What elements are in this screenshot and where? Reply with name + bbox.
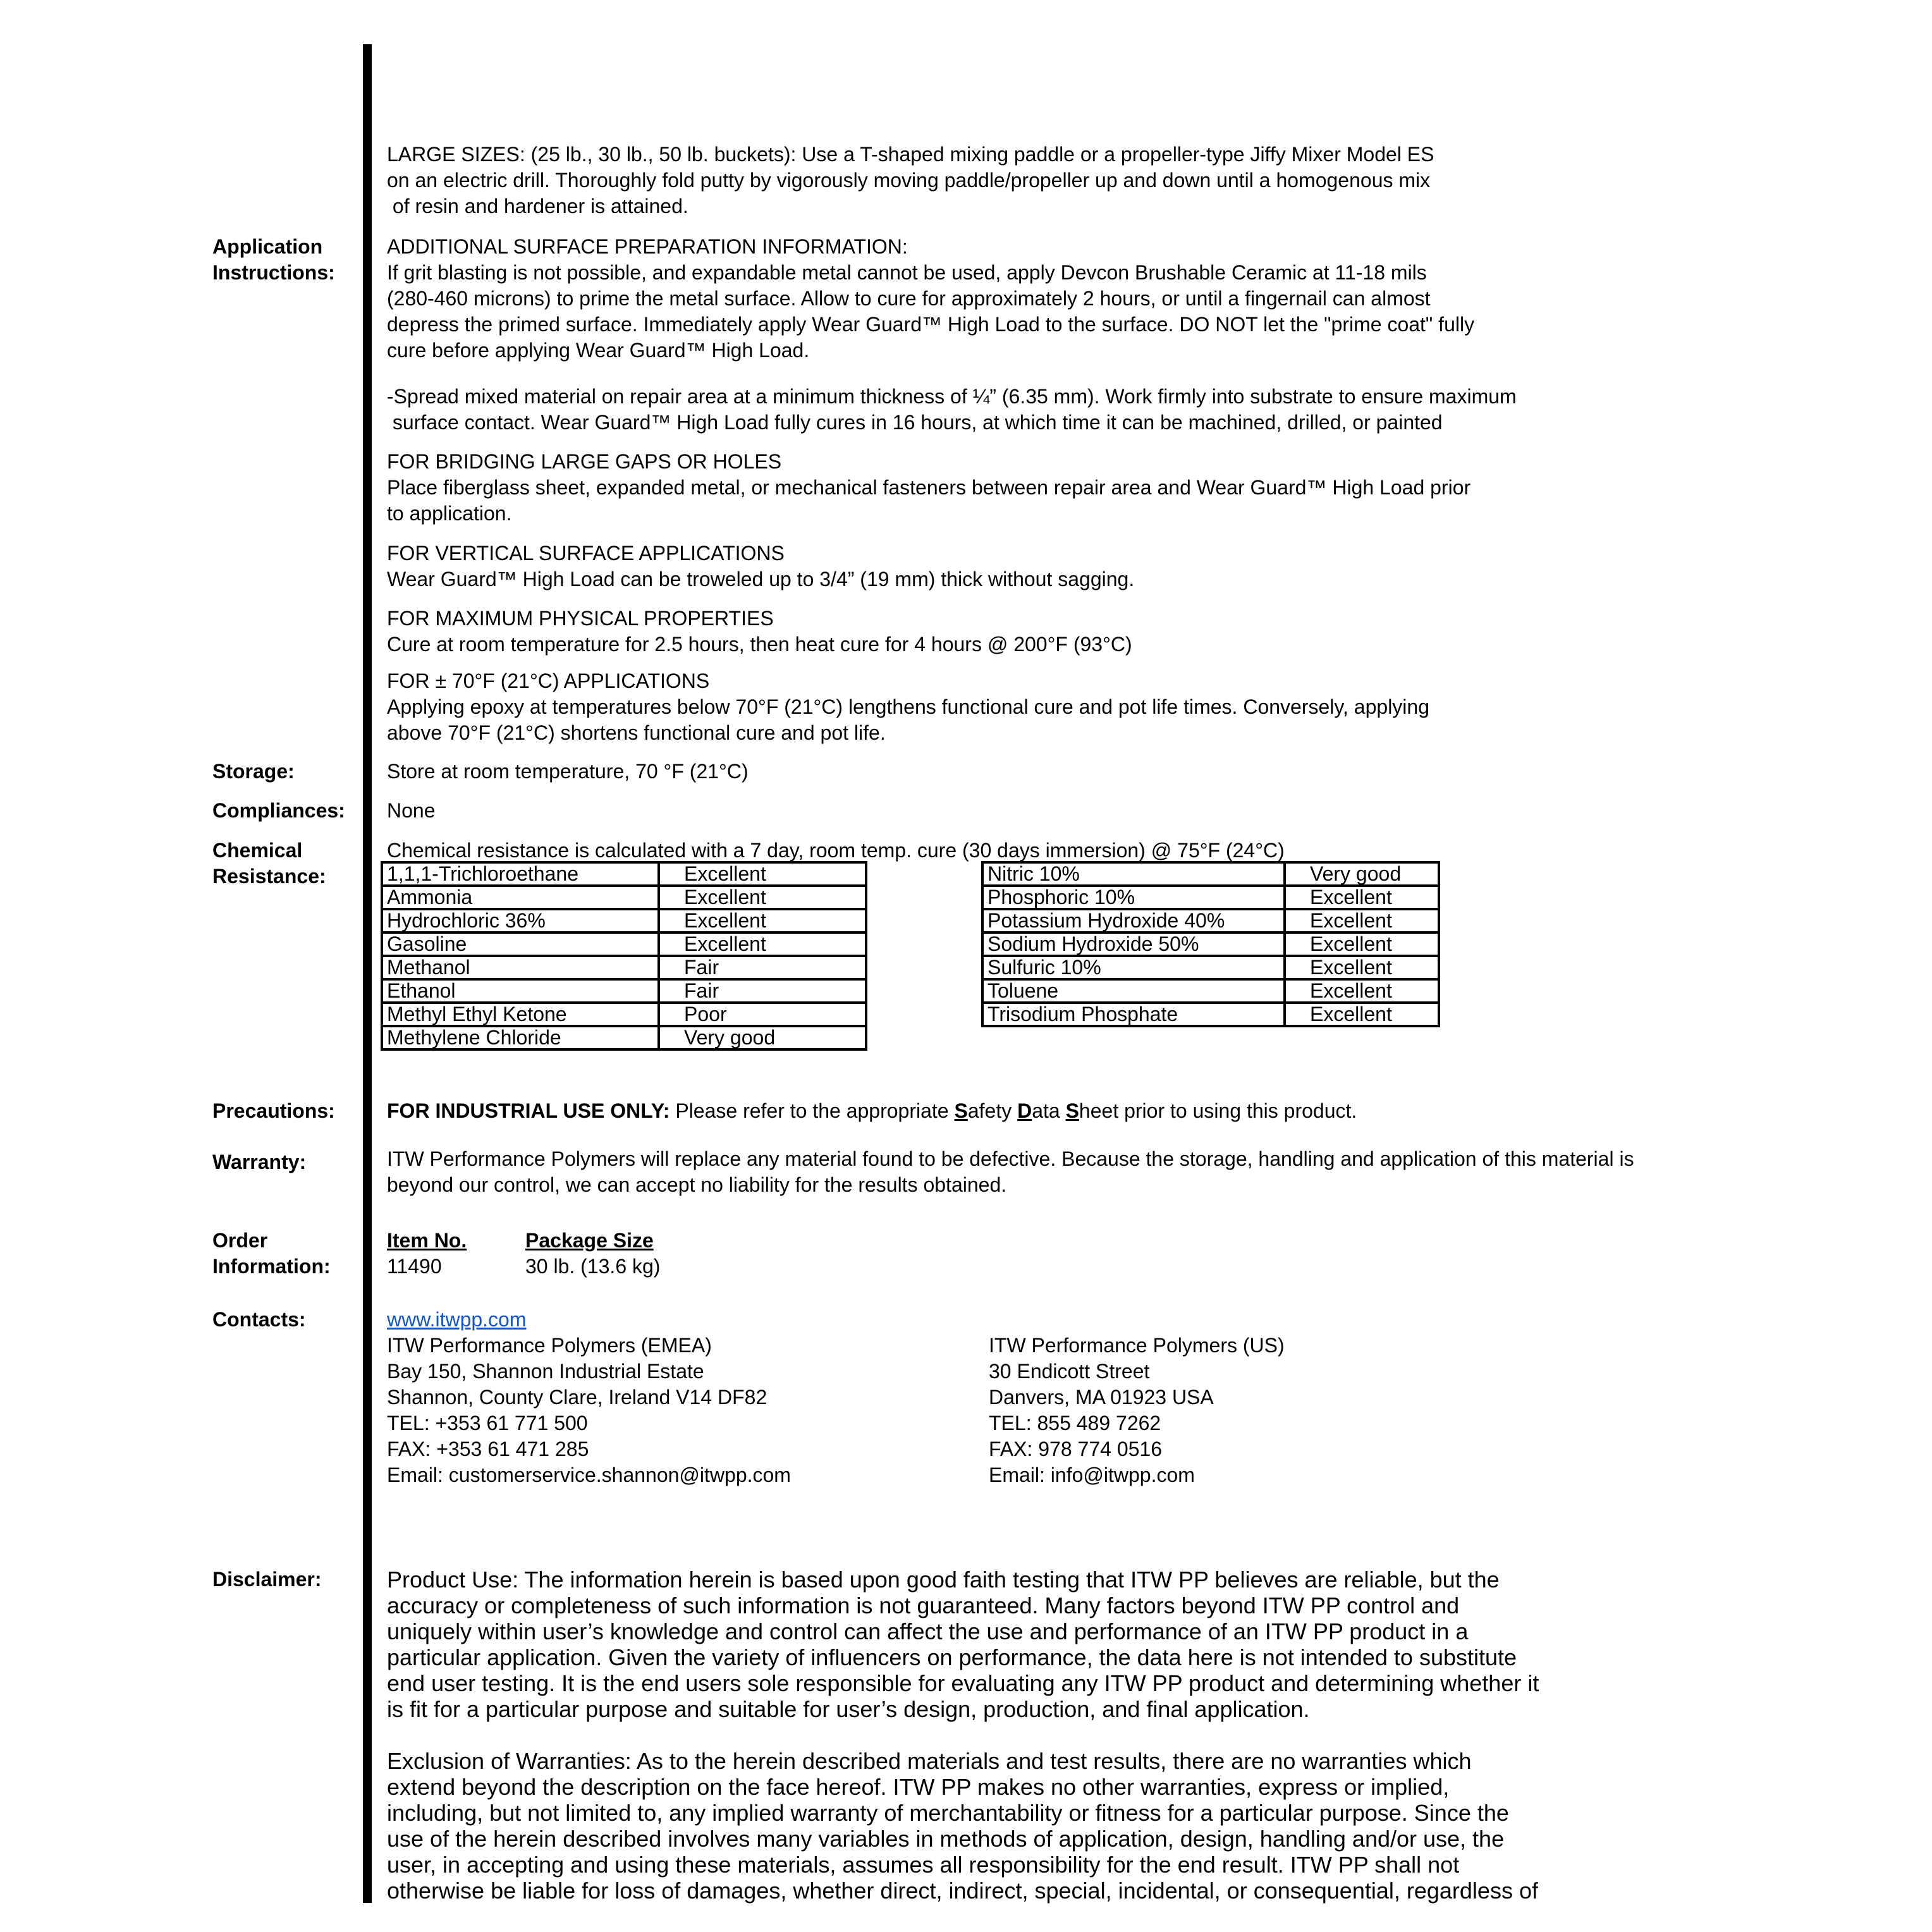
chemical-name-cell: Potassium Hydroxide 40% [982,909,1285,932]
chemical-name-cell: Methyl Ethyl Ketone [382,1003,659,1026]
chemical-row [382,979,866,1003]
text-line: Exclusion of Warranties: As to the herein described materials and test results, there are no warranties which [387,1748,1472,1774]
website-link[interactable]: www.itwpp.com [387,1308,527,1331]
large-sizes-block [387,142,1434,219]
text-span: D [1017,1099,1032,1122]
contacts-emea [387,1307,791,1488]
text-span: Please refer to the appropriate [669,1099,955,1122]
chemical-name-cell: Phosphoric 10% [982,886,1285,909]
chemical-intro: Chemical resistance is calculated with a 7 day, room temp. cure (30 days immersion) @ 75°F (24°C) [387,839,1285,862]
text-span: afety [967,1099,1018,1122]
text-line: user, in accepting and using these materials, assumes all responsibility for the end result. ITW PP shall not [387,1852,1460,1878]
chemical-name-cell: Trisodium Phosphate [982,1003,1285,1026]
storage-label: Storage: [212,760,295,783]
chemical-row [982,979,1439,1003]
chemical-name-cell: Hydrochloric 36% [382,909,659,932]
text-line: Cure at room temperature for 2.5 hours, then heat cure for 4 hours @ 200°F (93°C) [387,633,1132,656]
chemical-name-cell: Methylene Chloride [382,1026,659,1049]
item-no-header: Item No. [387,1229,467,1252]
disclaimer-label: Disclaimer: [212,1568,322,1591]
text-span: heet prior to using this product. [1079,1099,1357,1122]
storage-value: Store at room temperature, 70 °F (21°C) [387,760,749,783]
contacts-label: Contacts: [212,1308,306,1331]
chemical-row [382,862,866,886]
chemical-row [382,932,866,956]
order-information-label [212,1228,331,1280]
text-line: Email: info@itwpp.com [989,1464,1195,1486]
text-span: ata [1032,1099,1066,1122]
text-line: particular application. Given the variety of influencers on performance, the data here is not intended to substitute [387,1644,1517,1670]
text-line: use of the herein described involves many variables in methods of application, design, handling and/or use, the [387,1826,1505,1852]
text-line: to application. [387,502,512,525]
resistance-rating-cell: Excellent [1285,1003,1439,1026]
text-line: ITW Performance Polymers (EMEA) [387,1334,712,1357]
chemical-name-cell: Toluene [982,979,1285,1003]
package-size-column [525,1228,660,1280]
resistance-rating-cell: Fair [659,956,866,979]
chemical-row [382,1026,866,1049]
label-line: Information: [212,1255,331,1278]
text-line: accuracy or completeness of such information is not guaranteed. Many factors beyond ITW PP control and [387,1593,1460,1618]
text-line: surface contact. Wear Guard™ High Load fully cures in 16 hours, at which time it can be machined, drilled, or painted [387,411,1443,434]
chemical-row [982,886,1439,909]
vertical-block [387,541,1134,592]
text-line: TEL: +353 61 771 500 [387,1412,588,1434]
package-size-value: 30 lb. (13.6 kg) [525,1255,661,1278]
resistance-rating-cell: Excellent [1285,886,1439,909]
chemical-row [382,1003,866,1026]
resistance-rating-cell: Excellent [1285,909,1439,932]
precautions-text [387,1098,1357,1124]
item-number-header [387,1228,467,1280]
text-line: (280-460 microns) to prime the metal surface. Allow to cure for approximately 2 hours, or until a fingernail can almost [387,287,1431,310]
resistance-rating-cell: Excellent [1285,979,1439,1003]
text-line: -Spread mixed material on repair area at a minimum thickness of ¼” (6.35 mm). Work firmly into substrate to ensure maximum [387,385,1517,408]
chemical-name-cell: Ethanol [382,979,659,1003]
resistance-rating-cell: Poor [659,1003,866,1026]
industrial-use-note: FOR INDUSTRIAL USE ONLY: [387,1099,670,1122]
chemical-name-cell: Sodium Hydroxide 50% [982,932,1285,956]
text-line: Shannon, County Clare, Ireland V14 DF82 [387,1386,767,1409]
text-line: Danvers, MA 01923 USA [989,1386,1214,1409]
chemical-name-cell: Methanol [382,956,659,979]
text-line: otherwise be liable for loss of damages, whether direct, indirect, special, incidental, or consequential, regardless of [387,1878,1538,1904]
text-line: If grit blasting is not possible, and expandable metal cannot be used, apply Devcon Brushable Ceramic at 11-18 mils [387,261,1427,284]
chemical-row [982,909,1439,932]
text-line: FOR VERTICAL SURFACE APPLICATIONS [387,542,785,565]
resistance-rating-cell: Excellent [1285,932,1439,956]
label-line: Order [212,1229,268,1252]
text-line: Place fiberglass sheet, expanded metal, or mechanical fasteners between repair area and Wear Guard™ High Load prior [387,476,1471,499]
spread-block [387,384,1517,436]
warranty-label: Warranty: [212,1151,307,1173]
application-instructions-label [212,234,335,286]
text-line: Product Use: The information herein is based upon good faith testing that ITW PP believes are reliable, but the [387,1567,1500,1593]
chemical-row [382,886,866,909]
text-line: TEL: 855 489 7262 [989,1412,1161,1434]
text-line: above 70°F (21°C) shortens functional cure and pot life. [387,721,886,744]
chemical-name-cell: Sulfuric 10% [982,956,1285,979]
compliances-value: None [387,799,436,822]
chemical-row [382,956,866,979]
text-span: S [954,1099,968,1122]
chemical-row [982,1003,1439,1026]
contacts-us [989,1333,1285,1488]
text-line: extend beyond the description on the face hereof. ITW PP makes no other warranties, express or implied, [387,1774,1450,1800]
text-line: Bay 150, Shannon Industrial Estate [387,1360,704,1383]
surface-prep-block [387,234,1474,364]
resistance-rating-cell: Fair [659,979,866,1003]
text-line: of resin and hardener is attained. [387,195,688,217]
chemical-name-cell: Ammonia [382,886,659,909]
exclusion-of-warranties-paragraph [387,1748,1538,1904]
text-line: Applying epoxy at temperatures below 70°F (21°C) lengthens functional cure and pot life times. Conversely, applying [387,695,1429,718]
precautions-label: Precautions: [212,1099,335,1122]
chemical-row [982,956,1439,979]
chemical-name-cell: Nitric 10% [982,862,1285,886]
text-line: FAX: 978 774 0516 [989,1438,1162,1460]
text-line: beyond our control, we can accept no liability for the results obtained. [387,1173,1007,1196]
text-line: Email: customerservice.shannon@itwpp.com [387,1464,791,1486]
chemical-name-cell: 1,1,1-Trichloroethane [382,862,659,886]
text-line: FOR MAXIMUM PHYSICAL PROPERTIES [387,607,774,630]
text-line: cure before applying Wear Guard™ High Load. [387,339,810,362]
chemical-resistance-label [212,838,326,890]
resistance-rating-cell: Excellent [659,909,866,932]
chemical-row [982,862,1439,886]
chemical-name-cell: Gasoline [382,932,659,956]
resistance-rating-cell: Excellent [659,932,866,956]
resistance-rating-cell: Excellent [659,862,866,886]
resistance-rating-cell: Very good [659,1026,866,1049]
warranty-text [387,1146,1634,1198]
chemical-row [982,932,1439,956]
text-line: FAX: +353 61 471 285 [387,1438,589,1460]
bridging-block [387,449,1470,527]
text-line: ADDITIONAL SURFACE PREPARATION INFORMATION: [387,235,908,258]
text-line: LARGE SIZES: (25 lb., 30 lb., 50 lb. buckets): Use a T-shaped mixing paddle or a propeller-type Jiffy Mixer Model ES [387,143,1434,166]
text-line: uniquely within user’s knowledge and control can affect the use and performance of an ITW PP product in a [387,1618,1469,1644]
chemical-row [382,909,866,932]
text-line: is fit for a particular purpose and suitable for user’s design, production, and final application. [387,1696,1310,1722]
text-line: end user testing. It is the end users sole responsible for evaluating any ITW PP product and determining whether it [387,1670,1539,1696]
text-span: S [1065,1099,1079,1122]
item-no-value: 11490 [387,1255,442,1278]
text-line: including, but not limited to, any implied warranty of merchantability or fitness for a particular purpose. Since the [387,1800,1509,1826]
section-divider-bar [363,44,372,1903]
text-line: 30 Endicott Street [989,1360,1150,1383]
chemical-table-right [981,861,1440,1027]
temperature-block [387,668,1429,746]
text-line: Wear Guard™ High Load can be troweled up to 3/4” (19 mm) thick without sagging. [387,568,1135,590]
chemical-table-left [381,861,867,1051]
product-use-paragraph [387,1567,1539,1722]
label-line: Chemical [212,839,303,862]
label-line: Application [212,235,323,258]
text-line: FOR BRIDGING LARGE GAPS OR HOLES [387,450,782,473]
text-line: FOR ± 70°F (21°C) APPLICATIONS [387,669,710,692]
label-line: Resistance: [212,865,326,888]
text-line: ITW Performance Polymers will replace any material found to be defective. Because the storage, handling and application of this material is [387,1147,1634,1170]
max-properties-block [387,606,1132,657]
compliances-label: Compliances: [212,799,345,822]
text-line: on an electric drill. Thoroughly fold putty by vigorously moving paddle/propeller up and down until a homogenous mix [387,169,1431,192]
resistance-rating-cell: Excellent [659,886,866,909]
resistance-rating-cell: Very good [1285,862,1439,886]
text-line: ITW Performance Polymers (US) [989,1334,1285,1357]
text-line: depress the primed surface. Immediately apply Wear Guard™ High Load to the surface. DO NOT let the "prime coat" fully [387,313,1475,336]
label-line: Instructions: [212,261,335,284]
resistance-rating-cell: Excellent [1285,956,1439,979]
package-size-header: Package Size [525,1229,654,1252]
